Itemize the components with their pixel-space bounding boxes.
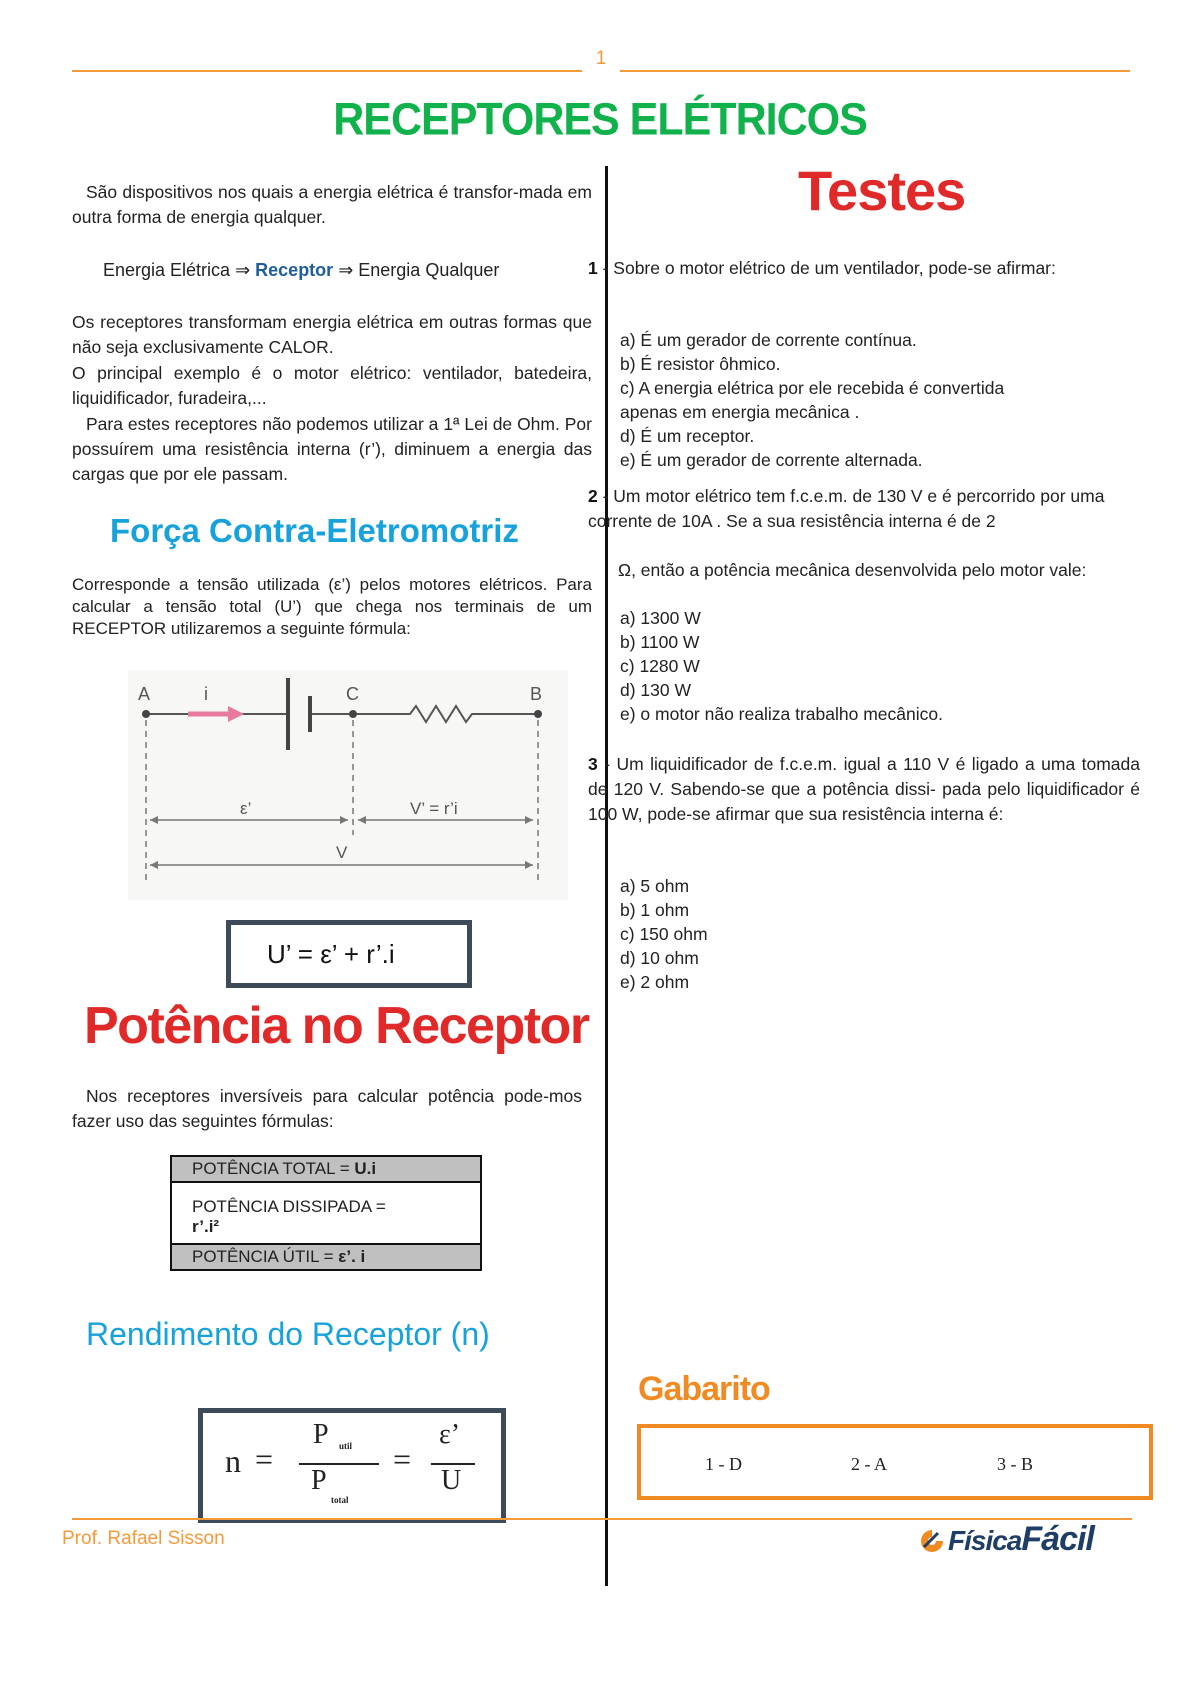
power-useful-value: ε’. i — [338, 1247, 366, 1266]
power-table — [170, 1155, 482, 1271]
question-2-text-cont: Ω, então a potência mecânica desenvolvida pelo motor vale: — [618, 560, 1087, 580]
u-formula: U’ = ε’ + r’.i — [267, 939, 395, 969]
eff-total-sub: total — [331, 1495, 349, 1505]
section-potencia-title: Potência no Receptor — [84, 997, 589, 1055]
section-fcem-title: Força Contra-Eletromotriz — [110, 512, 519, 549]
logo-facil: Fácil — [1021, 1520, 1094, 1558]
page-number: 1 — [595, 48, 607, 69]
q2-option-d: d) 130 W — [620, 680, 691, 700]
potencia-paragraph: Nos receptores inversíveis para calcular potência pode-mos fazer uso das seguintes fórmulas: — [72, 1086, 582, 1131]
flow-receptor: Receptor — [255, 260, 334, 280]
q2-option-c: c) 1280 W — [620, 656, 700, 676]
question-3-number: 3 — [588, 754, 598, 774]
power-useful-label: POTÊNCIA ÚTIL = — [192, 1247, 339, 1266]
page-title: RECEPTORES ELÉTRICOS — [333, 94, 867, 146]
eff-e: ε’ — [439, 1419, 461, 1450]
q1-option-d: d) É um receptor. — [620, 426, 755, 446]
power-useful-row — [172, 1245, 480, 1269]
power-total-value: U.i — [354, 1159, 377, 1178]
question-2-text: - Um motor elétrico tem f.c.e.m. de 130 V e é percorrido por uma corrente de 10A . Se a sua resistência interna é de 2 — [588, 486, 1105, 531]
label-vr: V’ = r’i — [410, 799, 458, 818]
q1-option-c-cont: apenas em energia mecânica . — [620, 402, 860, 422]
fisica-facil-logo — [918, 1520, 1094, 1559]
label-v: V — [336, 843, 348, 862]
q3-option-e: e) 2 ohm — [620, 972, 690, 992]
power-total-row — [172, 1157, 480, 1181]
power-dissipated-label: POTÊNCIA DISSIPADA = — [192, 1197, 386, 1216]
q1-option-e: e) É um gerador de corrente alternada. — [620, 450, 923, 470]
q1-option-a: a) É um gerador de corrente contínua. — [620, 330, 917, 350]
node-c — [349, 710, 357, 718]
energy-flow — [103, 258, 603, 283]
power-dissipated-value: r’.i² — [192, 1217, 220, 1236]
u-formula-box — [226, 920, 472, 988]
label-i: i — [204, 684, 208, 704]
logo-mark-icon — [918, 1527, 946, 1557]
footer-author: Prof. Rafael Sisson — [62, 1528, 225, 1549]
question-2 — [588, 484, 1138, 534]
answer-1: 1 - D — [705, 1454, 742, 1474]
efficiency-formula-box — [198, 1408, 506, 1523]
eff-p-util: P — [313, 1419, 329, 1450]
logo-fisica: Física — [948, 1525, 1022, 1556]
question-1-number: 1 — [588, 258, 598, 278]
eff-n: n — [225, 1443, 241, 1479]
circuit-diagram — [128, 670, 568, 900]
flow-source: Energia Elétrica ⇒ — [103, 260, 256, 280]
q3-option-b: b) 1 ohm — [620, 900, 690, 920]
eff-p-total: P — [311, 1465, 327, 1496]
q3-option-a: a) 5 ohm — [620, 876, 690, 896]
header-rule-right — [620, 70, 1130, 72]
q3-option-d: d) 10 ohm — [620, 948, 699, 968]
fcem-paragraph: Corresponde a tensão utilizada (ε’) pelos motores elétricos. Para calcular a tensão total (U’) que chega nos terminais de um RECEPTOR utilizaremos a seguinte fórmula: — [72, 575, 592, 638]
header-rule-left — [72, 70, 582, 72]
eff-eq-1: = — [255, 1441, 274, 1477]
eff-u: U — [441, 1465, 462, 1496]
ohm-paragraph: Para estes receptores não podemos utilizar a 1ª Lei de Ohm. Por possuírem uma resistência interna (r’), diminuem a energia das cargas que por ele passam. — [72, 414, 592, 484]
label-c: C — [346, 684, 359, 704]
flow-target: ⇒ Energia Qualquer — [333, 260, 500, 280]
label-a: A — [138, 684, 151, 704]
node-a — [142, 710, 150, 718]
question-1 — [588, 256, 1138, 281]
intro-paragraph: São dispositivos nos quais a energia elétrica é transfor-mada em outra forma de energia qualquer. — [72, 182, 592, 227]
q1-option-b: b) É resistor ôhmico. — [620, 354, 781, 374]
example-paragraph: O principal exemplo é o motor elétrico: ventilador, batedeira, liquidificador, furadeira,... — [72, 363, 592, 408]
question-2-number: 2 — [588, 486, 598, 506]
q2-option-e: e) o motor não realiza trabalho mecânico. — [620, 704, 943, 724]
gabarito-title: Gabarito — [638, 1370, 770, 1408]
q2-option-a: a) 1300 W — [620, 608, 701, 628]
gabarito-box — [637, 1424, 1153, 1500]
eff-eq-2: = — [393, 1441, 412, 1477]
label-e: ε’ — [240, 799, 252, 818]
column-divider — [605, 166, 608, 1586]
question-1-text: - Sobre o motor elétrico de um ventilador, pode-se afirmar: — [602, 258, 1056, 278]
power-dissipated-row — [172, 1181, 480, 1245]
label-b: B — [530, 684, 543, 704]
q1-option-c: c) A energia elétrica por ele recebida é convertida — [620, 378, 1005, 398]
power-total-label: POTÊNCIA TOTAL = — [192, 1159, 355, 1178]
q2-option-b: b) 1100 W — [620, 632, 700, 652]
answer-2: 2 - A — [851, 1454, 887, 1474]
section-rendimento-title: Rendimento do Receptor (n) — [86, 1316, 490, 1352]
question-3-text: - Um liquidificador de f.c.e.m. igual a 110 V é ligado a uma tomada de 120 V. Sabendo-se que a potência dissi- pada pelo liquidificador é 100 W, pode-se afirmar que sua resistência interna é: — [588, 754, 1140, 824]
eff-util-sub: util — [339, 1441, 353, 1451]
question-3 — [588, 752, 1140, 827]
node-b — [534, 710, 542, 718]
q3-option-c: c) 150 ohm — [620, 924, 708, 944]
answer-3: 3 - B — [997, 1454, 1033, 1474]
testes-title: Testes — [798, 159, 966, 222]
receptors-paragraph: Os receptores transformam energia elétrica em outras formas que não seja exclusivamente CALOR. — [72, 312, 592, 357]
